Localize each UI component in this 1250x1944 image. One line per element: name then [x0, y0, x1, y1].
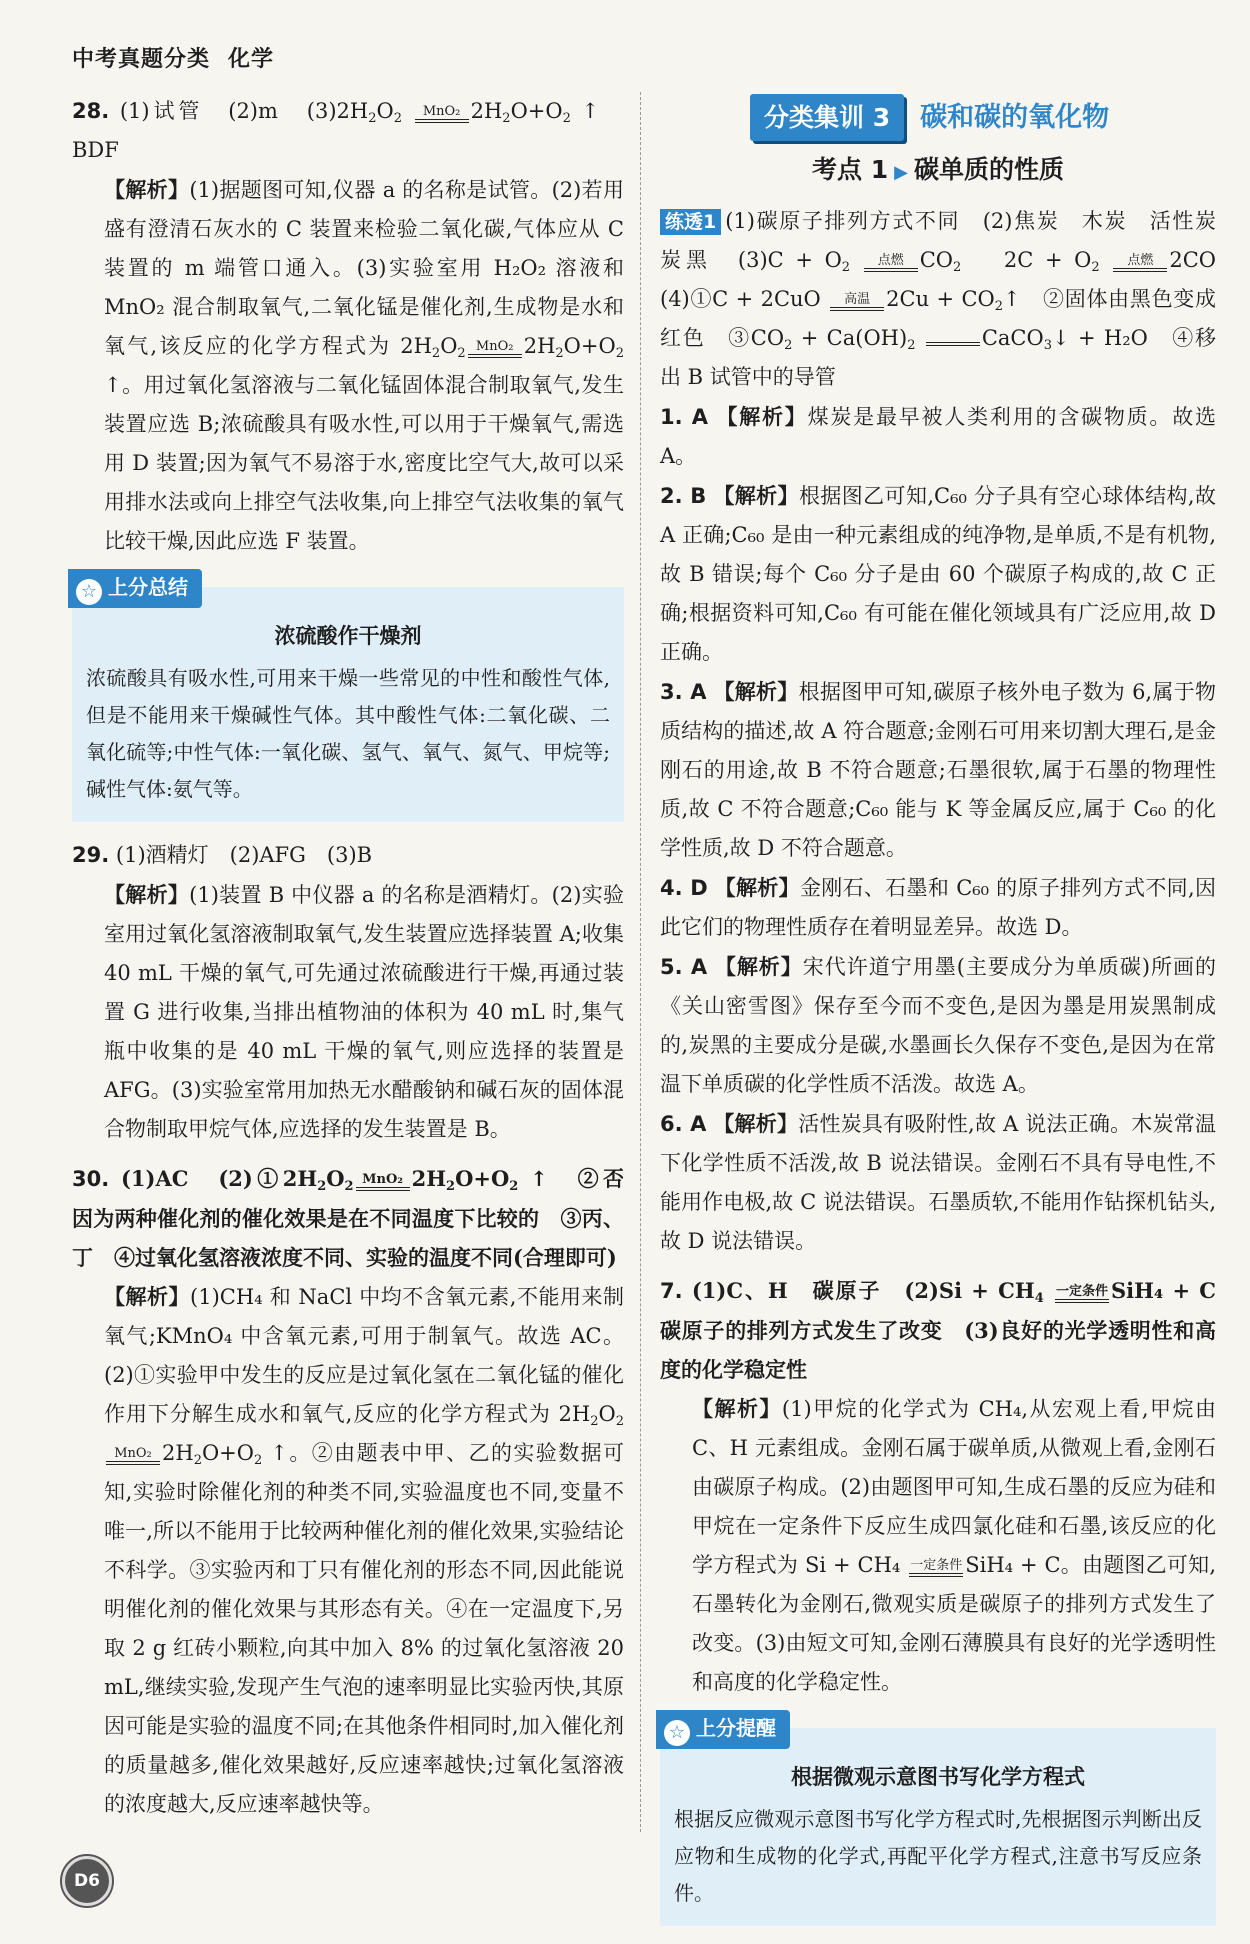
page-number: D6: [62, 1856, 112, 1906]
summary-box-drying: [72, 575, 624, 822]
q30-explanation: 【解析】(1)CH₄ 和 NaCl 中均不含氧元素,不能用来制氧气;KMnO₄ 中含氧元素,可用于制氧气。故选 AC。(2)①实验甲中发生的反应是过氧化氢在二氧化锰的催化作用下分解生成水和氧气,反应的化学方程式为 $2H_2O_2$ MnO₂ $2H_2O+O_2$ ↑。②由题表中甲、乙的实验数据可知,实验时除催化剂的种类不同,实验温度也不同,变量不唯一,所以不能用于比较两种催化剂的催化效果,实验结论不科学。③实验丙和丁只有催化剂的形态不同,因此能说明催化剂的催化效果与其形态有关。④在一定温度下,另取 2 g 红砖小颗粒,向其中加入 8% 的过氧化氢溶液 20 mL,继续实验,发现产生气泡的速率明显比实验丙快,其原因可能是实验的温度不同;在其他条件相同时,加入催化剂的质量越多,催化效果越好,反应速率越快;过氧化氢溶液的浓度越大,反应速率越快等。: [104, 1284, 624, 1816]
question-30: [72, 1159, 646, 1824]
right-column: [660, 92, 1238, 1940]
q7-explanation: 【解析】(1)甲烷的化学式为 CH₄,从宏观上看,甲烷由 C、H 元素组成。金刚石属于碳单质,从微观上看,金刚石由碳原子构成。(2)由题图甲可知,生成石墨的反应为硅和甲烷在一定条件下反应生成四氯化硅和石墨,该反应的化学方程式为 Si + CH₄ 一定条件 SiH₄ + C。由题图乙可知,石墨转化为金刚石,微观实质是碳原子的排列方式发生了改变。(3)由短文可知,金刚石薄膜具有良好的光学透明性和高度的化学稳定性。: [692, 1396, 1217, 1694]
summary-title: 浓硫酸作干燥剂: [274, 624, 422, 648]
section-title: 碳和碳的氧化物: [920, 101, 1110, 133]
q30-answer: 30. (1)AC $(2)①2H_2O_2$ MnO₂ $2H_2O+O_2$ ↑ ②否 因为两种催化剂的催化效果是在不同温度下比较的 ③丙、丁 ④过氧化氢溶液浓度不同、实验的温度不同(合理即可): [72, 1166, 646, 1270]
triangle-icon: ▶: [894, 162, 908, 183]
answer-item-6: 6. A 【解析】活性炭具有吸附性,故 A 说法正确。木炭常温下化学性质不活泼,故 B 说法错误。金刚石不具有导电性,不能用作电极,故 C 说法错误。石墨质软,不能用作钻探机钻头,故 D 说法错误。: [660, 1111, 1216, 1253]
summary-tag: ☆ 上分总结: [68, 569, 202, 608]
q29-explanation: 【解析】(1)装置 B 中仪器 a 的名称是酒精灯。(2)实验室用过氧化氢溶液制取氧气,发生装置应选择装置 A;收集 40 mL 干燥的氧气,可先通过浓硫酸进行干燥,再通过装置 G 进行收集,当排出植物油的体积为 40 mL 时,集气瓶中收集的是 40 mL 干燥的氧气,则应选择的装置是 AFG。(3)实验室常用加热无水醋酸钠和碱石灰的固体混合物制取甲烷气体,应选择的发生装置是 B。: [104, 882, 624, 1141]
summary-title: 根据微观示意图书写化学方程式: [791, 1765, 1085, 1789]
column-divider: [640, 92, 641, 1832]
page-header: [72, 42, 274, 73]
lianlou-answer: 练透1 (1)碳原子排列方式不同 (2)焦炭 木炭 活性炭 炭黑 $(3)C + O_2$ 点燃 $CO_2$ $2C + O_2$ 点燃 2CO (4)①C + 2CuO 高温 $2Cu + CO_2↑$ ②固体由黑色变成红色 $③CO_2 + Ca(OH)_2$ CaCO$_3$↓ + H₂O ④移出 B 试管中的导管: [660, 209, 1237, 389]
answer-item-5: 5. A 【解析】宋代许道宁用墨(主要成分为单质碳)所画的《关山密雪图》保存至今而不变色,是因为墨是用炭黑制成的,炭黑的主要成分是碳,水墨画长久保存不变色,是因为在常温下单质碳的化学性质不活泼。故选 A。: [660, 954, 1217, 1096]
summary-body: 浓硫酸具有吸水性,可用来干燥一些常见的中性和酸性气体,但是不能用来干燥碱性气体。其中酸性气体:二氧化碳、二氧化硫等;中性气体:一氧化碳、氢气、氧气、氮气、甲烷等;碱性气体:氨气等。: [86, 666, 610, 801]
left-column: [72, 92, 646, 1824]
question-28: [72, 92, 624, 561]
q28-explanation: 【解析】(1)据题图可知,仪器 a 的名称是试管。(2)若用盛有澄清石灰水的 C 装置来检验二氧化碳,气体应从 C 装置的 m 端管口通入。(3)实验室用 H₂O₂ 溶液和 MnO₂ 混合制取氧气,二氧化锰是催化剂,生成物是水和氧气,该反应的化学方程式为 $2H_2O_2$ MnO₂ $2H_2O+O_2$ ↑。用过氧化氢溶液与二氧化锰固体混合制取氧气,发生装置应选 B;浓硫酸具有吸水性,可以用于干燥氧气,需选用 D 装置;因为氧气不易溶于水,密度比空气大,故可以采用排水法或向上排空气法收集,向上排空气法收集的氧气比较干燥,因此应选 F 装置。: [104, 177, 624, 553]
section-number: 分类集训 3: [750, 94, 904, 141]
section-banner: [750, 92, 1216, 142]
q29-answer: 29. (1)酒精灯 (2)AFG (3)B: [72, 843, 373, 867]
answer-item-3: 3. A 【解析】根据图甲可知,碳原子核外电子数为 6,属于物质结构的描述,故 A 符合题意;金刚石可用来切割大理石,是金刚石的用途,故 B 不符合题意;石墨很软,属于石墨的物理性质,故 C 不符合题意;C₆₀ 能与 K 等金属反应,属于 C₆₀ 的化学性质,故 D 不符合题意。: [660, 679, 1216, 860]
summary-box-equation: [660, 1716, 1216, 1926]
star-icon: ☆: [76, 579, 102, 605]
question-7: [660, 1271, 1238, 1702]
book-title: 中考真题分类: [72, 47, 211, 72]
lianlou-tag: 练透1: [660, 209, 721, 235]
answer-item-4: 4. D 【解析】金刚石、石墨和 C₆₀ 的原子排列方式不同,因此它们的物理性质存在着明显差异。故选 D。: [660, 875, 1216, 939]
subject-title: 化学: [228, 47, 275, 72]
star-icon: ☆: [664, 1720, 690, 1746]
summary-body: 根据反应微观示意图书写化学方程式时,先根据图示判断出反应物和生成物的化学式,再配平化学方程式,注意书写反应条件。: [674, 1807, 1202, 1905]
answer-item-2: 2. B 【解析】根据图乙可知,C₆₀ 分子具有空心球体结构,故 A 正确;C₆₀ 是由一种元素组成的纯净物,是单质,不是有机物,故 B 错误;每个 C₆₀ 分子是由 60 个碳原子构成的,故 C 正确;根据资料可知,C₆₀ 有可能在催化领域具有广泛应用,故 D 正确。: [660, 483, 1216, 664]
q28-equation-condition: MnO₂: [415, 105, 469, 123]
question-29: [72, 836, 624, 1149]
answer-item-1: 1. A 【解析】煤炭是最早被人类利用的含碳物质。故选 A。: [660, 404, 1217, 468]
summary-tag: ☆ 上分提醒: [656, 1710, 790, 1749]
point-title: 考点 1 ▶ 碳单质的性质: [812, 155, 1064, 184]
q7-answer: 7. (1)C、H 碳原子 $(2)Si + CH_4$ 一定条件 SiH₄ + C 碳原子的排列方式发生了改变 (3)良好的光学透明性和高度的化学稳定性: [660, 1278, 1238, 1382]
q28-answer: 28. (1)试管 (2)m $(3)2H_2O_2$ MnO₂ $2H_2O+O_2$ ↑ BDF: [72, 99, 624, 162]
answer-list: [660, 397, 1216, 1261]
